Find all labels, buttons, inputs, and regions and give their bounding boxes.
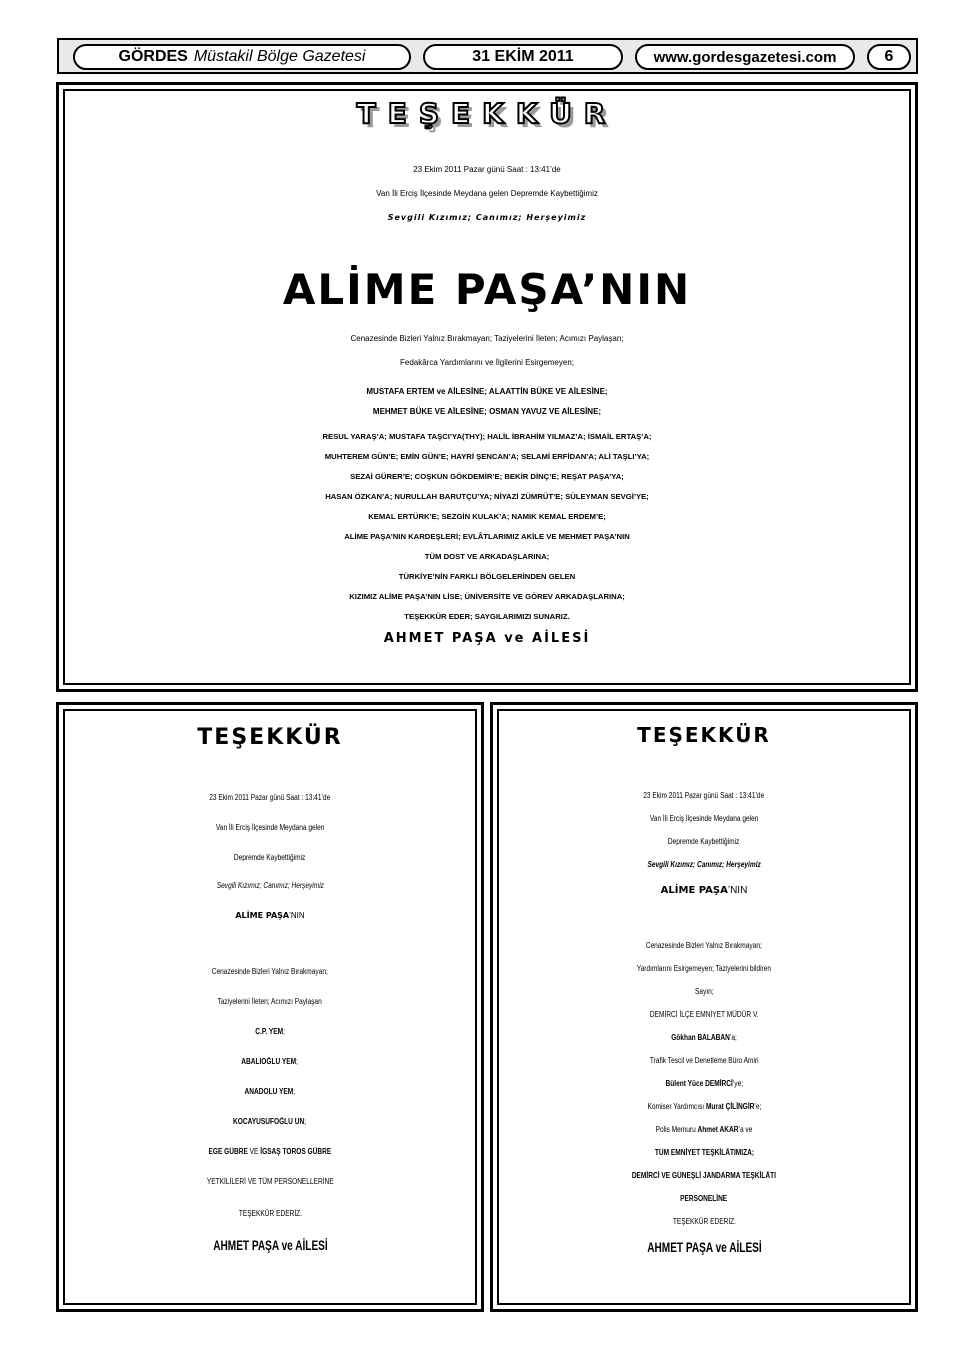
officer-2-title [493, 1056, 915, 1065]
left-intro-line-1 [59, 793, 481, 802]
left-deceased-name [59, 911, 481, 920]
right-closing [493, 1217, 915, 1226]
left-intro-line-3 [59, 853, 481, 862]
right-thanks-line-2 [493, 964, 915, 973]
company-5 [59, 1147, 481, 1156]
paper-subtitle: Müstakil Bölge Gazetesi [193, 48, 366, 65]
people-line-10: TEŞEKKÜR EDER; SAYGILARIMIZI SUNARIZ. [404, 612, 570, 621]
right-intro-line-2 [493, 814, 915, 823]
officer-3-title: Komiser Yardımcısı [647, 1102, 706, 1111]
right-thanks-text-3: Sayın; [694, 987, 714, 996]
deceased-name: ALİME PAŞA’NIN [282, 265, 692, 314]
people-line-8: TÜRKİYE’NİN FARKLI BÖLGELERİNDEN GELEN [398, 572, 576, 581]
people-line-4: HASAN ÖZKAN’A; NURULLAH BARUTÇU’YA; NİYAZİ ZÜMRÜT’E; SÜLEYMAN SEVGİ’YE; [325, 492, 649, 501]
right-intro-line-1 [493, 791, 915, 800]
right-tagline-text: Sevgili Kızımız; Canımız; Herşeyimiz [647, 860, 761, 869]
notice-signature: AHMET PAŞA ve AİLESİ [383, 631, 591, 646]
website: www.gordesgazetesi.com [653, 48, 837, 66]
left-name-suffix: ’NIN [289, 911, 305, 920]
left-name-bold: ALİME PAŞA [235, 911, 290, 920]
officer-1 [493, 1033, 915, 1042]
company-3-name: ANADOLU YEM [244, 1087, 294, 1096]
group-text-3: PERSONELİNE [680, 1194, 728, 1203]
notice-tagline: Sevgili Kızımız; Canımız; Herşeyimiz [387, 213, 587, 222]
left-closing-line-1 [59, 1177, 481, 1186]
officer-3-name: Murat ÇİLİNGİR [705, 1102, 754, 1111]
website-pill [635, 44, 855, 70]
right-thanks-line-4 [493, 1010, 915, 1019]
notice-thanks-line-1: Cenazesinde Bizleri Yalnız Bırakmayan; Taziyelerini İleten; Acımızı Paylaşan; [350, 334, 624, 343]
officer-3-suffix: ’e; [753, 1102, 761, 1111]
right-intro-text-1: 23 Ekim 2011 Pazar günü Saat : 13:41’de [643, 791, 765, 800]
left-thanks-line-1 [59, 967, 481, 976]
right-thanks-line-1 [493, 941, 915, 950]
right-intro-text-2: Van İli Erciş İlçesinde Meydana gelen [649, 814, 759, 823]
left-closing-text-1: YETKİLİLERİ VE TÜM PERSONELLERİNE [206, 1177, 334, 1186]
issue-date-pill [423, 44, 623, 70]
newspaper-header [57, 38, 918, 74]
top-thanks-notice [56, 82, 918, 692]
left-tagline [59, 881, 481, 890]
notice-title: TEŞEKKÜR [356, 97, 618, 130]
company-2-name: ABALIOĞLU YEM [241, 1057, 297, 1066]
left-thanks-text-1: Cenazesinde Bizleri Yalnız Bırakmayan; [211, 967, 329, 976]
people-line-2: MUHTEREM GÜN’E; EMİN GÜN’E; HAYRİ ŞENCAN’A; SELAMİ ERFİDAN’A; ALİ TAŞLI’YA; [324, 452, 650, 461]
officer-4 [493, 1125, 915, 1134]
right-signature-text: AHMET PAŞA ve AİLESİ [646, 1239, 762, 1255]
company-3 [59, 1087, 481, 1096]
officer-4-name: Ahmet AKAR [697, 1125, 739, 1134]
officer-2-name: Bülent Yüce DEMİRCİ [665, 1079, 733, 1088]
family-line-2: MEHMET BÜKE VE AİLESİNE; OSMAN YAVUZ VE AİLESİNE; [372, 407, 602, 416]
officer-1-name: Gökhan BALABAN [671, 1033, 730, 1042]
officer-2 [493, 1079, 915, 1088]
left-intro-text-3: Depremde Kaybettiğimiz [234, 853, 306, 862]
officer-1-suffix: ’a; [729, 1033, 737, 1042]
page-number-pill [867, 44, 911, 70]
right-intro-text-3: Depremde Kaybettiğimiz [668, 837, 740, 846]
paper-title-pill [73, 44, 411, 70]
paper-name: GÖRDES [118, 48, 188, 65]
people-line-5: KEMAL ERTÜRK’E; SEZGİN KULAK’A; NAMIK KEMAL ERDEM’E; [368, 512, 606, 521]
notice-intro-line-2: Van İli Erciş İlçesinde Meydana gelen Depremde Kaybettiğimiz [376, 189, 598, 198]
left-intro-line-2 [59, 823, 481, 832]
company-1-name: C.P. YEM [255, 1027, 284, 1036]
left-thanks-line-2 [59, 997, 481, 1006]
notice-thanks-line-2: Fedakârca Yardımlarını ve İlgilerini Esirgemeyen; [400, 358, 574, 367]
left-intro-text-1: 23 Ekim 2011 Pazar günü Saat : 13:41’de [209, 793, 331, 802]
company-4-name: KOCAYUSUFOĞLU UN [233, 1117, 305, 1126]
officer-3 [493, 1102, 915, 1111]
right-thanks-notice [490, 702, 918, 1312]
left-thanks-text-2: Taziyelerini İleten; Acımızı Paylaşan [217, 997, 323, 1006]
left-signature [59, 1237, 481, 1253]
group-text-2: DEMİRCİ VE GÜNEŞLİ JANDARMA TEŞKİLÂTI [631, 1171, 777, 1180]
right-tagline [493, 860, 915, 869]
sep: ; [283, 1027, 285, 1036]
company-5a-name: EGE GÜBRE [208, 1147, 248, 1156]
company-4 [59, 1117, 481, 1126]
right-signature [493, 1239, 915, 1255]
sep: ; [296, 1057, 299, 1066]
left-notice-title: TEŞEKKÜR [197, 725, 343, 750]
group-line-3 [493, 1194, 915, 1203]
people-line-6: ALİME PAŞA’NIN KARDEŞLERİ; EVLÂTLARIMIZ AKİLE VE MEHMET PAŞA’NIN [344, 532, 630, 541]
people-line-7: TÜM DOST VE ARKADAŞLARINA; [424, 552, 550, 561]
company-1 [59, 1027, 481, 1036]
right-deceased-name [493, 885, 915, 896]
right-notice-title: TEŞEKKÜR [637, 723, 771, 747]
group-line-1 [493, 1148, 915, 1157]
officer-2-title-text: Trafik Tescil ve Denetleme Büro Amiri [649, 1056, 759, 1065]
group-text-1: TÜM EMNİYET TEŞKİLÂTIMIZA; [654, 1148, 754, 1157]
officer-2-suffix: ’ye; [732, 1079, 743, 1088]
notice-intro-line-1: 23 Ekim 2011 Pazar günü Saat : 13:41’de [413, 165, 561, 174]
people-line-1: RESUL YARAŞ’A; MUSTAFA TAŞCI’YA(THY); HALİL İBRAHİM YILMAZ’A; İSMAİL ERTAŞ’A; [322, 432, 652, 441]
right-thanks-text-4: DEMİRCİ İLÇE EMNİYET MÜDÜR V. [649, 1010, 759, 1019]
sep: ; [293, 1087, 296, 1096]
right-intro-line-3 [493, 837, 915, 846]
sep: ; [304, 1117, 307, 1126]
left-closing-text-2: TEŞEKKÜR EDERİZ. [238, 1209, 302, 1218]
officer-4-suffix: ’a ve [738, 1125, 753, 1134]
right-thanks-text-1: Cenazesinde Bizleri Yalnız Bırakmayan; [645, 941, 763, 950]
left-thanks-notice [56, 702, 484, 1312]
officer-4-title: Polis Memuru [655, 1125, 698, 1134]
left-intro-text-2: Van İli Erciş İlçesinde Meydana gelen [215, 823, 325, 832]
page-number: 6 [884, 48, 894, 65]
issue-date: 31 EKİM 2011 [472, 48, 574, 65]
company-2 [59, 1057, 481, 1066]
right-thanks-text-2: Yardımlarını Esirgemeyen; Taziyelerini bildiren [636, 964, 772, 973]
people-line-9: KIZIMIZ ALİME PAŞA’NIN LİSE; ÜNİVERSİTE VE GÖREV ARKADAŞLARINA; [349, 592, 625, 601]
right-name-suffix: ’NIN [727, 885, 748, 896]
people-line-3: SEZAİ GÜRER’E; COŞKUN GÖKDEMİR’E; BEKİR DİNÇ’E; REŞAT PAŞA’YA; [350, 472, 624, 481]
left-tagline-text: Sevgili Kızımız; Canımız; Herşeyimiz [216, 881, 324, 890]
left-signature-text: AHMET PAŞA ve AİLESİ [212, 1237, 328, 1253]
right-name-bold: ALİME PAŞA [660, 885, 728, 896]
group-line-2 [493, 1171, 915, 1180]
family-line-1: MUSTAFA ERTEM ve AİLESİNE; ALAATTİN BÜKE VE AİLESİNE; [366, 387, 608, 396]
left-closing-line-2 [59, 1209, 481, 1218]
right-closing-text: TEŞEKKÜR EDERİZ. [672, 1217, 736, 1226]
company-5-mid: VE [247, 1147, 261, 1156]
company-5b-name: İGSAŞ TOROS GÜBRE [260, 1147, 332, 1156]
right-thanks-line-3 [493, 987, 915, 996]
